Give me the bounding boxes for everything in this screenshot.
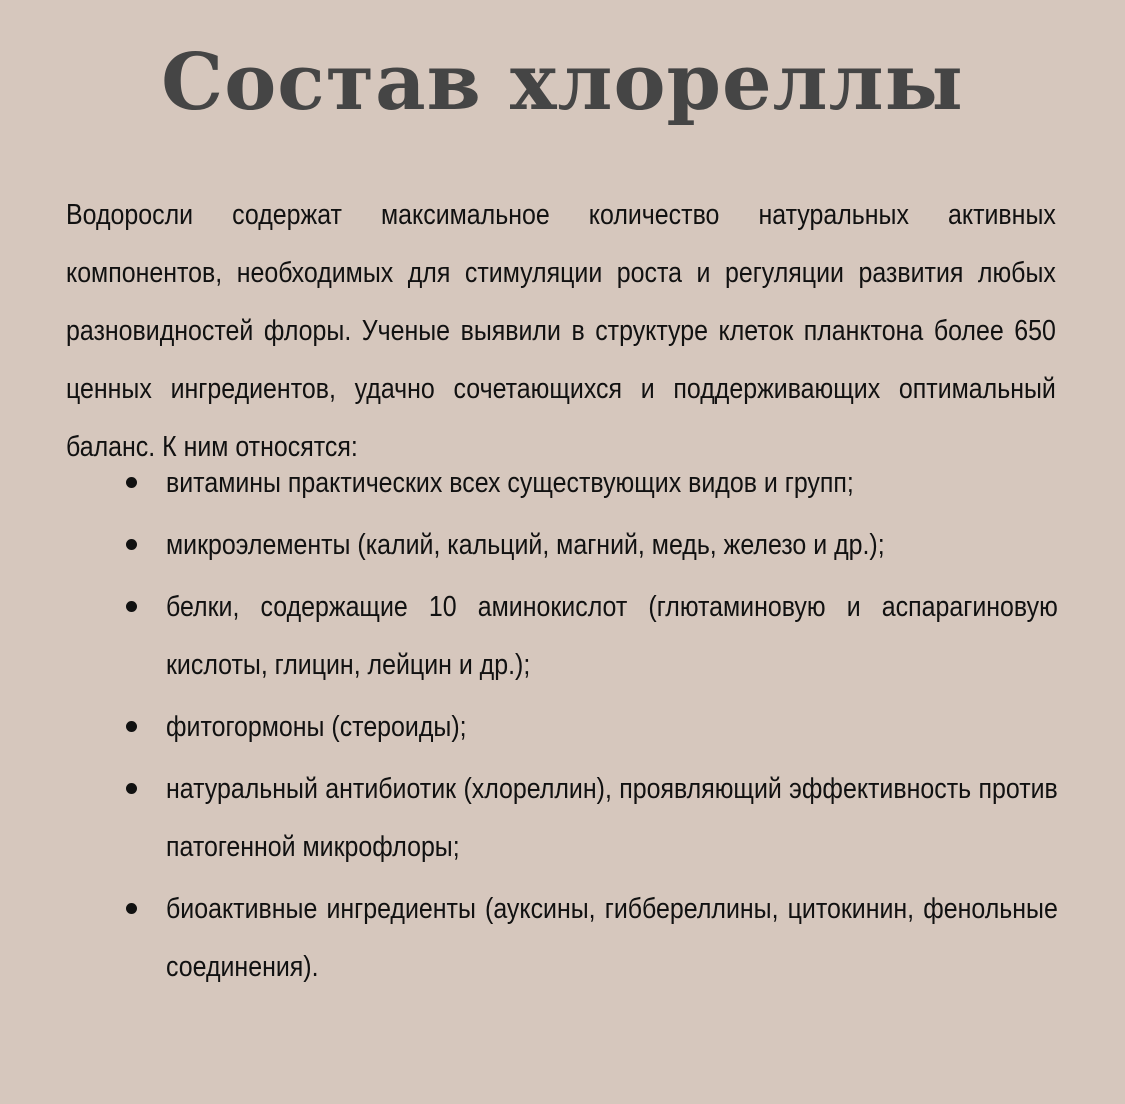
list-item-text: витамины практических всех существующих видов и групп; [166, 467, 854, 499]
list-item [122, 698, 1058, 756]
list-item [122, 454, 1058, 512]
bullet-icon [126, 721, 137, 732]
bullet-icon [126, 601, 137, 612]
list-item [122, 760, 1058, 876]
list-item-text: белки, содержащие 10 аминокислот (глютаминовую и аспарагиновую кислоты, глицин, лейцин и др.); [166, 591, 1058, 681]
intro-paragraph: Водоросли содержат максимальное количество натуральных активных компонентов, необходимых для стимуляции роста и регуляции развития любых разновидностей флоры. Ученые выявили в структуре клеток планктона более 650 ценных ингредиентов, удачно сочетающихся и поддерживающих оптимальный баланс. К ним относятся: [66, 199, 1056, 463]
list-item [122, 516, 1058, 574]
bullet-icon [126, 477, 137, 488]
list-item-text: микроэлементы (калий, кальций, магний, медь, железо и др.); [166, 529, 885, 561]
list-item-text: фитогормоны (стероиды); [166, 711, 467, 743]
list-item-text: биоактивные ингредиенты (ауксины, гиббереллины, цитокинин, фенольные соединения). [166, 893, 1058, 983]
bullet-icon [126, 783, 137, 794]
list-item [122, 880, 1058, 996]
bullet-icon [126, 903, 137, 914]
bullet-icon [126, 539, 137, 550]
page-title: Состав хлореллы [161, 37, 964, 128]
components-list [122, 454, 1058, 1000]
list-item [122, 578, 1058, 694]
list-item-text: натуральный антибиотик (хлореллин), проявляющий эффективность против патогенной микрофлоры; [166, 773, 1058, 863]
